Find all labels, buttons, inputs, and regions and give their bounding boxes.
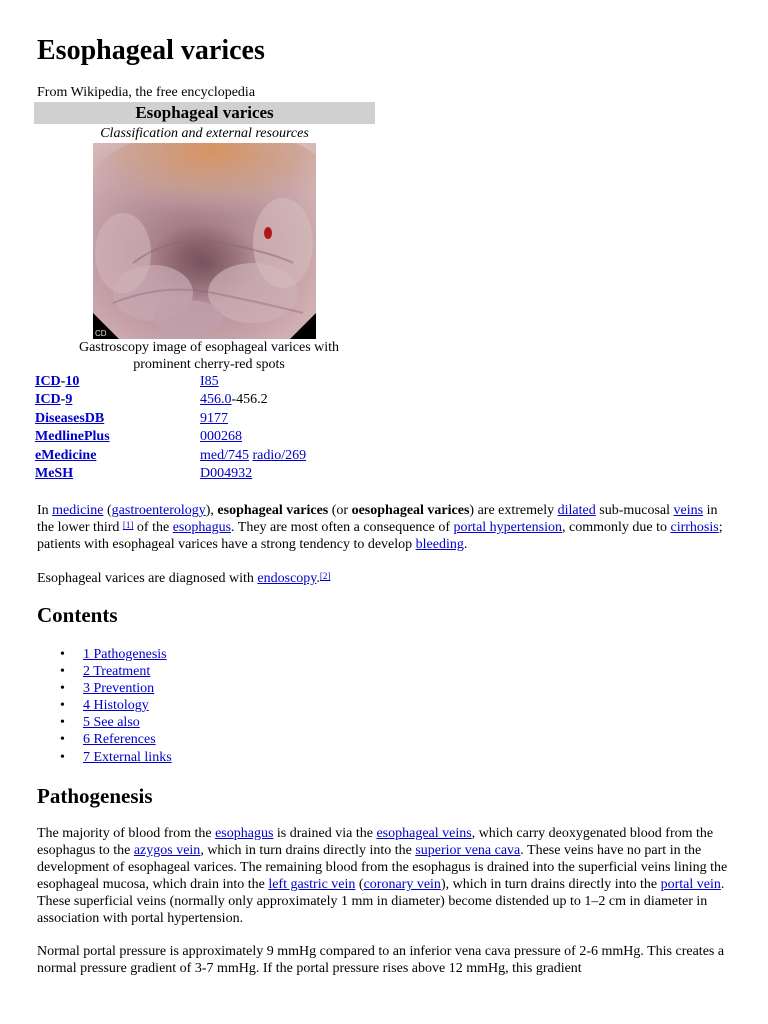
toc-link-external-links[interactable]: 7 External links (83, 749, 172, 765)
toc-link-histology[interactable]: 4 Histology (83, 698, 149, 714)
gastroscopy-image[interactable] (93, 143, 316, 339)
link-superior-vena-cava[interactable]: superior vena cava (415, 843, 521, 858)
toc-item (60, 731, 172, 748)
toc-link-prevention[interactable]: 3 Prevention (83, 681, 155, 697)
link-esophagus[interactable]: esophagus (215, 826, 274, 841)
text: (or (328, 503, 352, 518)
emedicine-link[interactable]: eMedicine (35, 447, 97, 463)
icd10-link[interactable]: 10 (65, 374, 80, 389)
toc-item (60, 697, 172, 714)
link-portal-hypertension[interactable]: portal hypertension (453, 520, 562, 535)
sep: - (60, 374, 66, 389)
mesh-code-link[interactable]: D004932 (200, 465, 253, 481)
infobox-subheader: Classification and external resources (100, 126, 309, 141)
medlineplus-link[interactable]: MedlinePlus (35, 429, 110, 445)
text: , which in turn drains directly into the (200, 843, 416, 858)
link-dilated[interactable]: dilated (557, 503, 596, 518)
text: is drained via the (273, 826, 377, 841)
code-row-mesh (35, 466, 355, 484)
infobox-header: Esophageal varices (34, 102, 375, 124)
emedicine-med-link[interactable]: med/745 (200, 447, 249, 463)
toc-link-references[interactable]: 6 References (83, 732, 156, 748)
text: in the lower third (37, 503, 718, 535)
mesh-link[interactable]: MeSH (35, 465, 74, 481)
code-row-icd9 (35, 392, 355, 410)
link-esophagus[interactable]: esophagus (172, 520, 232, 535)
text: The majority of blood from the (37, 826, 216, 841)
text: Esophageal varices are diagnosed with (37, 571, 258, 586)
link-coronary-vein[interactable]: coronary vein (363, 877, 441, 892)
code-row-icd10 (35, 374, 355, 392)
diseasesdb-code-link[interactable]: 9177 (200, 410, 228, 426)
link-bleeding[interactable]: bleeding (415, 537, 464, 552)
gastroscopy-photo-graphic (93, 143, 316, 339)
link-cirrhosis[interactable]: cirrhosis (670, 520, 719, 535)
link-azygos-vein[interactable]: azygos vein (133, 843, 201, 858)
infobox-codes (35, 374, 355, 484)
pathogenesis-paragraph-1 (37, 825, 732, 927)
bold-term: oesophageal varices (351, 503, 470, 518)
toc-item (60, 680, 172, 697)
toc-item (60, 749, 172, 766)
text: . (316, 571, 320, 586)
link-veins[interactable]: veins (673, 503, 704, 518)
emedicine-radio-link[interactable]: radio/269 (252, 447, 307, 463)
photo-watermark: CD (95, 329, 107, 338)
text: , commonly due to (562, 520, 671, 535)
link-portal-vein[interactable]: portal vein (660, 877, 721, 892)
icd-link[interactable]: ICD (35, 392, 61, 408)
table-of-contents (60, 646, 172, 766)
text: . (463, 537, 468, 552)
toc-item (60, 714, 172, 731)
pathogenesis-heading: Pathogenesis (37, 784, 153, 808)
icd9-code-rest: -456.2 (231, 392, 268, 408)
text: , which carry deoxygenated blood from the esophagus to the (37, 826, 714, 858)
code-row-emedicine (35, 448, 355, 466)
link-endoscopy[interactable]: endoscopy (257, 571, 317, 586)
icd9-code-link[interactable]: 456.0 (200, 392, 232, 408)
text: ) are extremely (469, 503, 558, 518)
text: of the (133, 520, 173, 535)
contents-heading: Contents (37, 603, 118, 627)
ref-2[interactable]: [2] (319, 571, 331, 581)
image-caption: Gastroscopy image of esophageal varices with prominent cherry-red spots (78, 340, 340, 372)
link-esophageal-veins[interactable]: esophageal veins (376, 826, 472, 841)
bold-term: esophageal varices (217, 503, 329, 518)
site-sub: From Wikipedia, the free encyclopedia (37, 85, 256, 100)
text: ; patients with esophageal varices have a strong tendency to develop (37, 520, 723, 552)
icd-link[interactable]: ICD (35, 374, 61, 389)
link-left-gastric-vein[interactable]: left gastric vein (268, 877, 356, 892)
code-row-diseasesdb (35, 411, 355, 429)
icd10-code-link[interactable]: I85 (200, 374, 219, 389)
toc-item (60, 663, 172, 680)
text: ), which in turn drains directly into the (440, 877, 661, 892)
medlineplus-code-link[interactable]: 000268 (200, 429, 242, 445)
text: In (37, 503, 53, 518)
intro-paragraph (37, 502, 732, 553)
diseasesdb-link[interactable]: DiseasesDB (35, 410, 105, 426)
toc-link-treatment[interactable]: 2 Treatment (83, 664, 151, 680)
link-medicine[interactable]: medicine (52, 503, 104, 518)
text: sub-mucosal (595, 503, 674, 518)
text: . These superficial veins (normally only approximately 1 mm in diameter) become distended up to 1–2 cm in diameter in association with portal hypertension. (37, 877, 725, 926)
text: . These veins have no part in the development of esophageal varices. The remaining blood from the esophagus is drained into the superficial veins lining the esophageal mucosa, which drain into the (37, 843, 728, 892)
page-title: Esophageal varices (37, 35, 265, 66)
text: ( (355, 877, 364, 892)
link-gastroenterology[interactable]: gastroenterology (111, 503, 206, 518)
code-row-medlineplus (35, 429, 355, 447)
ref-1[interactable]: [1] (122, 520, 134, 530)
sep: - (60, 392, 66, 408)
toc-item (60, 646, 172, 663)
text: ), (205, 503, 218, 518)
diagnosis-paragraph (37, 570, 732, 587)
toc-link-see-also[interactable]: 5 See also (83, 715, 140, 731)
icd9-link[interactable]: 9 (65, 392, 73, 408)
toc-link-pathogenesis[interactable]: 1 Pathogenesis (83, 647, 167, 662)
text: ( (103, 503, 112, 518)
pathogenesis-paragraph-2: Normal portal pressure is approximately 9 mmHg compared to an inferior vena cava pressure of 2-6 mmHg. This creates a normal pressure gradient of 3-7 mmHg. If the portal pressure rises above 12 mmHg, this gradient (37, 944, 725, 976)
text: . They are most often a consequence of (231, 520, 454, 535)
